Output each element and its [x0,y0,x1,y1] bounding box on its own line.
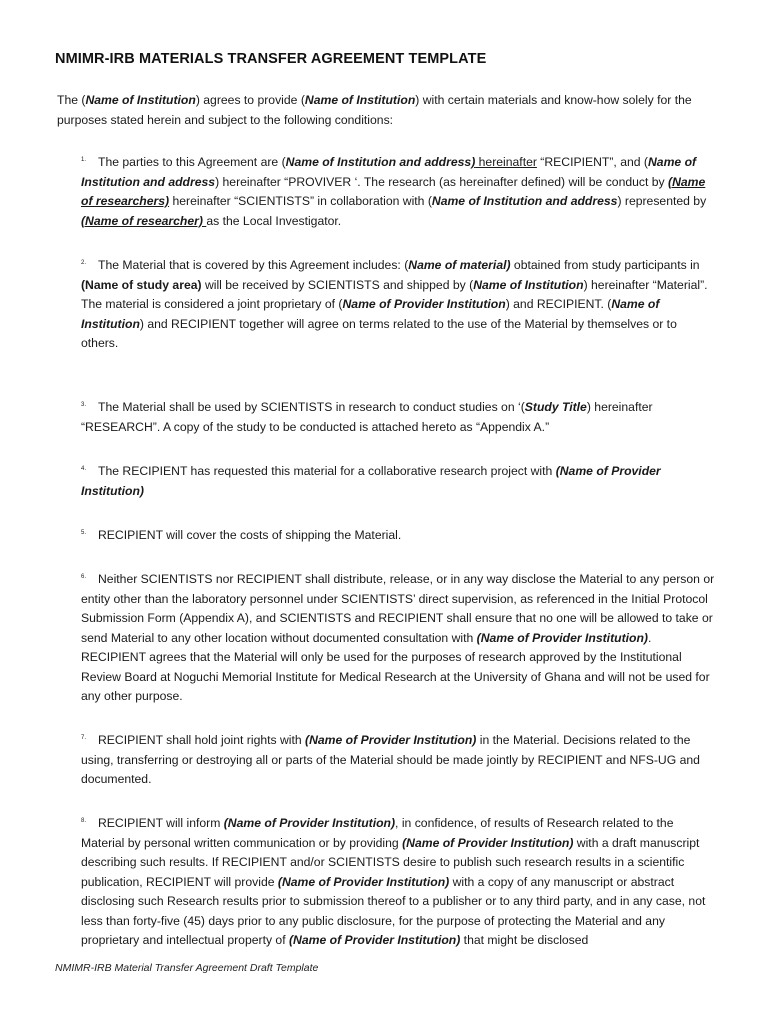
clause-number: 5. [81,530,87,536]
intro-paragraph [57,91,717,130]
clause-placeholder: Name of Institution [473,277,584,292]
intro-text: ) with certain materials and know-how solely for the purposes stated herein and subject to the following conditions: [57,93,692,127]
clause-text: hereinafter “SCIENTISTS” in collaboration with ( [169,194,432,208]
clause-placeholder: (Name of researcher) [81,213,207,228]
clause-number: 6. [81,574,87,580]
clause-text: The Material shall be used by SCIENTISTS in research to conduct studies on ‘( [98,400,525,414]
clause-text: RECIPIENT shall hold joint rights with [98,733,306,747]
clause-5 [81,524,717,546]
clause-2 [81,254,717,354]
clause-text: that might be disclosed [460,933,589,947]
clause-text: ) hereinafter “PROVIVER ‘. The research (as hereinafter defined) will be conduct by [215,174,669,189]
clause-text: ) hereinafter “RESEARCH”. A copy of the study to be conducted is attached hereto as “Appendix A.” [81,400,653,434]
clause-4 [81,460,717,501]
clause-placeholder: (Name of Provider Institution) [476,630,648,645]
clause-text: “RECIPIENT”, and ( [536,155,648,169]
clause-3 [81,396,717,437]
clause-placeholder: (Name of Provider Institution) [81,464,661,498]
clause-placeholder: (Name of Provider Institution) [402,835,574,850]
clause-placeholder: Name of Institution and address [285,155,472,169]
clause-placeholder: (Name of Provider Institution) [277,874,450,889]
intro-text: ) agrees to provide ( [195,93,305,107]
clause-text: with a copy of any manuscript or abstract disclosing such Research results prior to submission thereof to a publisher or to any third party, and in any case, not less than forty-five (45) days prior to any public disclosure, for the purpose of protecting the Material and any proprietary and intellectual property of [81,874,706,947]
clause-8 [81,812,717,951]
clause-placeholder: Name of material) [408,258,511,272]
clause-1 [81,151,717,231]
clause-text: obtained from study participants in [510,258,700,272]
intro-text: The ( [57,93,86,107]
clause-placeholder: (Name of Provider Institution) [288,933,461,947]
clause-text: Neither SCIENTISTS nor RECIPIENT shall distribute, release, or in any way disclose the Material to any person or entity other than the laboratory personnel under SCIENTISTS’ direct supervision, as referenced in the Initial Protocol Submission Form (Appendix A), and SCIENTISTS and RECIPIENT shall ensure that no one will be allowed to take or send Material to any other location without documented consultation with [81,572,715,645]
clause-text: will be received by SCIENTISTS and shipped by ( [201,277,474,292]
clause-text: as the Local Investigator. [206,213,342,228]
clause-text: , in confidence, of results of Research related to the Material by personal written communication or by providing [81,816,674,850]
clause-placeholder: (Name of study area) [81,277,202,292]
clause-6 [81,568,717,707]
clause-number: 3. [81,402,87,408]
clause-text: in the Material. Decisions related to the using, transferring or destroying all or parts of the Material should be made jointly by RECIPIENT and NFS-UG and documented. [81,733,700,786]
clause-text: RECIPIENT will cover the costs of shipping the Material. [98,528,402,542]
clause-number: 2. [81,260,87,266]
clause-placeholder: ) [471,155,476,169]
clause-placeholder: Study Title [524,400,587,414]
document-title: NMIMR-IRB MATERIALS TRANSFER AGREEMENT TEMPLATE [55,51,487,67]
clause-number: 1. [81,157,87,163]
clause-placeholder: Name of Provider Institution [342,297,506,311]
clause-text: ) and RECIPIENT. ( [505,297,612,311]
clause-text: . RECIPIENT agrees that the Material will only be used for the purposes of research approved by the Institutional Review Board at Noguchi Memorial Institute for Medical Research at the University of Ghana and will not be used for any other purpose. [81,630,710,703]
intro-placeholder: Name of Institution [85,93,196,107]
clause-placeholder: Name of Institution [81,297,660,331]
clause-7 [81,729,717,790]
clause-text: The RECIPIENT has requested this material for a collaborative research project with [98,464,556,478]
page-footer: NMIMR-IRB Material Transfer Agreement Draft Template [55,962,319,974]
intro-placeholder: Name of Institution [304,93,416,107]
clause-placeholder: (Name of Provider Institution) [223,816,396,830]
clause-placeholder: Name of Institution and address [431,194,618,208]
clause-placeholder: (Name of Provider Institution) [305,733,477,747]
clause-text: hereinafter [475,155,537,169]
clause-number: 8. [81,818,87,824]
clause-text: ) represented by [617,194,707,208]
clause-text: with a draft manuscript describing such results. If RECIPIENT and/or SCIENTISTS desire to publish such research results in a scientific publication, RECIPIENT will provide [81,835,700,889]
clause-number: 7. [81,735,87,741]
clause-text: RECIPIENT will inform [98,816,224,830]
clause-text: ) hereinafter “Material”. The material is considered a joint proprietary of ( [81,277,708,311]
clause-number: 4. [81,466,87,472]
clause-placeholder: (Name of researchers) [81,174,706,208]
clause-text: ) and RECIPIENT together will agree on terms related to the use of the Material by themselves or to others. [81,316,677,350]
clause-text: The Material that is covered by this Agreement includes: ( [98,258,409,272]
clause-text: The parties to this Agreement are ( [98,155,286,169]
clause-placeholder: Name of Institution and address [81,155,697,189]
